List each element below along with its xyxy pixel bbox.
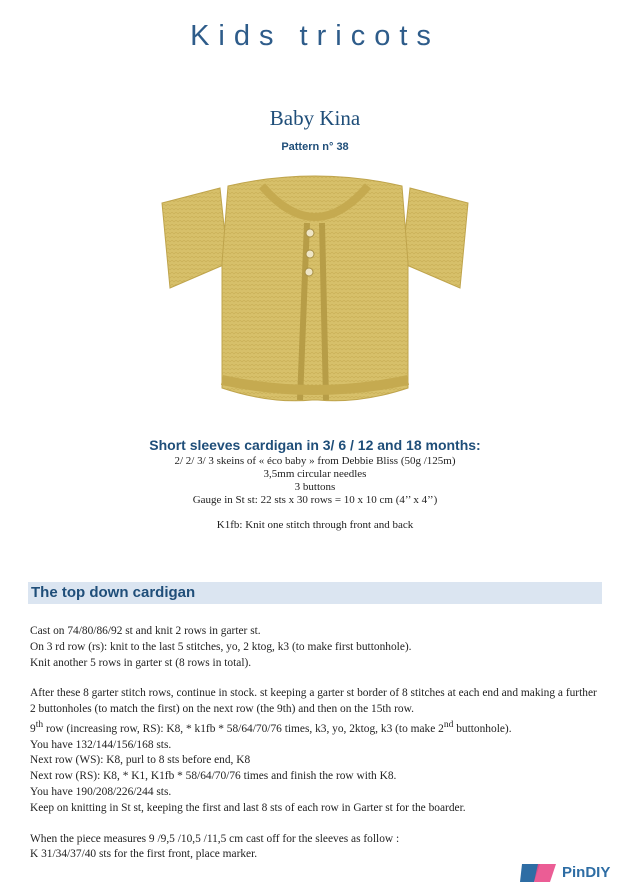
instruction-line: You have 190/208/226/244 sts. [30, 785, 172, 798]
abbreviation-line: K1fb: Knit one stitch through front and back [216, 519, 414, 531]
instruction-line: You have 132/144/156/168 sts. [30, 738, 172, 751]
cardigan-photo [150, 168, 480, 430]
row-text-end: buttonhole). [453, 722, 512, 735]
instruction-line: On 3 rd row (rs): knit to the last 5 stitches, yo, 2 ktog, k3 (to make first buttonhole). [30, 640, 412, 653]
row-number: 9 [30, 722, 36, 735]
materials-heading: Short sleeves cardigan in 3/ 6 / 12 and 18 months: [149, 437, 481, 453]
gauge-line: Gauge in St st: 22 sts x 30 rows = 10 x 10 cm (4’’ x 4’’) [192, 494, 438, 506]
instruction-line: Next row (WS): K8, purl to 8 sts before end, K8 [30, 754, 251, 767]
row-text: row (increasing row, RS): K8, * k1fb * 58/64/70/76 times, k3, yo, 2ktog, k3 (to make 2 [43, 722, 444, 735]
ordinal-suffix: th [35, 719, 44, 730]
ordinal-suffix: nd [443, 719, 454, 730]
instruction-line: Keep on knitting in St st, keeping the first and last 8 sts of each row in Garter st for the boarder. [30, 801, 466, 814]
pattern-number: Pattern n° 38 [281, 141, 349, 153]
instruction-paragraph: After these 8 garter stitch rows, continue in stock. st keeping a garter st border of 8 stitches at each end and making a further 2 buttonholes (to match the first) on the next row (the 9th) and then on the 15th row. [30, 687, 597, 716]
pattern-title: Baby Kina [269, 106, 361, 130]
instruction-line: K 31/34/37/40 sts for the first front, place marker. [30, 848, 258, 861]
instruction-line: Knit another 5 rows in garter st (8 rows in total). [30, 656, 252, 669]
instruction-line [30, 718, 605, 738]
instruction-line: When the piece measures 9 /9,5 /10,5 /11,5 cm cast off for the sleeves as follow : [30, 832, 400, 845]
section-heading-bar [28, 582, 602, 604]
brand-title: Kids tricots [190, 20, 440, 52]
watermark-text: PinDIY [562, 864, 611, 881]
materials-line: 2/ 2/ 3/ 3 skeins of « éco baby » from Debbie Bliss (50g /125m) [174, 455, 456, 467]
instructions [30, 624, 605, 863]
instruction-line: Next row (RS): K8, * K1, K1fb * 58/64/70/76 times and finish the row with K8. [30, 770, 397, 783]
materials-line: 3,5mm circular needles [263, 468, 367, 480]
instruction-line: Cast on 74/80/86/92 st and knit 2 rows in garter st. [30, 625, 261, 637]
materials-line: 3 buttons [294, 481, 336, 493]
materials-block [0, 435, 630, 532]
section-heading: The top down cardigan [31, 584, 196, 601]
